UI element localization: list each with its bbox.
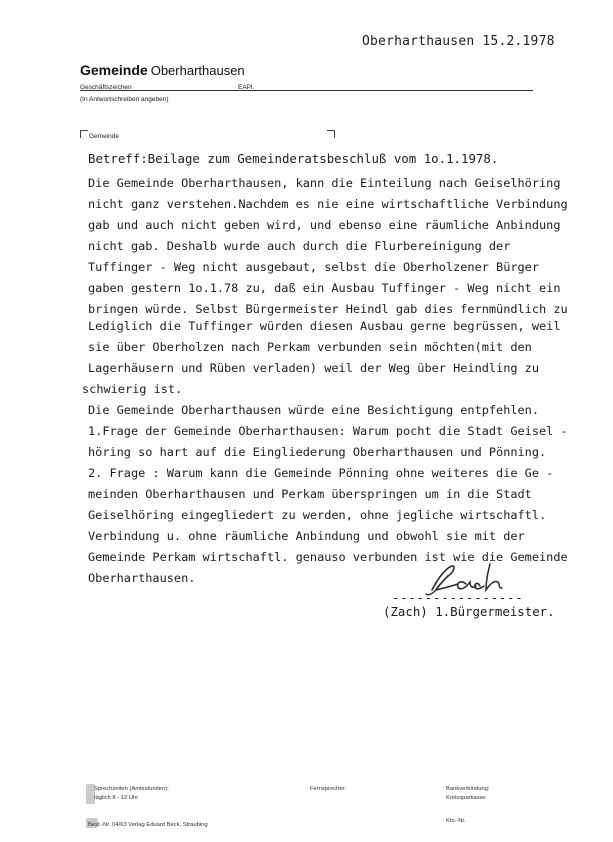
text-line: höring so hart auf die Eingliederung Oberharthausen und Pönning. <box>88 445 547 459</box>
text-line: gab und auch nicht geben wird, und ebenso eine räumliche Anbindung <box>88 218 561 232</box>
phone-label: Fernsprecher: <box>310 786 347 792</box>
letter-date: Oberharthausen 15.2.1978 <box>362 34 555 49</box>
text-line: Die Gemeinde Oberharthausen, kann die Einteilung nach Geiselhöring <box>88 176 561 190</box>
subject-line: Betreff:Beilage zum Gemeinderatsbeschluß vom 1o.1.1978. <box>88 151 499 166</box>
text-line: Geiselhöring eingegliedert zu werden, ohne jegliche wirtschaftl. <box>88 508 547 522</box>
text-line: Die Gemeinde Oberharthausen würde eine Besichtigung entpfehlen. <box>88 403 540 417</box>
text-line: Lagerhäusern und Rüben verladen) weil der Weg über Heindling zu <box>88 361 540 375</box>
address-field-corner-right <box>327 130 335 138</box>
bank-label: Bankverbindung: <box>446 786 490 792</box>
header-divider <box>80 90 533 91</box>
text-line: 1.Frage der Gemeinde Oberharthausen: Warum pocht die Stadt Geisel - <box>88 424 568 438</box>
text-line: nicht ganz verstehen.Nachdem es nie eine wirtschaftliche Verbindung <box>88 197 568 211</box>
address-field-corner-left <box>80 130 88 138</box>
office-hours-label: Sprechzeiten (Amtsstunden): <box>94 786 169 792</box>
letterhead-place: Oberharthausen <box>150 63 245 78</box>
signature-dashes: ---------------- <box>392 591 524 605</box>
text-line: meinden Oberharthausen und Perkam überspringen um in die Stadt <box>88 487 532 501</box>
text-line: sie über Oberholzen nach Perkam verbunden sein möchten(mit den <box>88 340 532 354</box>
signature-name: (Zach) 1.Bürgermeister. <box>383 604 555 619</box>
text-line: Tuffinger - Weg nicht ausgebaut, selbst die Oberholzener Bürger <box>88 260 540 274</box>
bank-value: Kreissparkasse <box>446 795 486 801</box>
address-field-label: Gemeinde <box>89 133 119 140</box>
text-line: schwierig ist. <box>82 382 183 396</box>
office-hours-value: täglich 8 - 12 Uhr <box>94 795 139 801</box>
text-line: bringen würde. Selbst Bürgermeister Heindl gab dies fernmündlich zu <box>88 302 568 316</box>
geschaeftszeichen-note: (In Antwortschreiben angeben) <box>80 96 169 103</box>
text-line: Verbindung u. ohne räumliche Anbindung und obwohl sie mit der <box>88 529 525 543</box>
account-label: Kto.-Nr. <box>446 818 466 824</box>
letterhead <box>80 62 245 78</box>
geschaeftszeichen-label: Geschäftszeichen <box>80 84 132 91</box>
text-line: Oberharthausen. <box>88 571 196 585</box>
paragraph-1 <box>88 173 588 320</box>
text-line: gaben gestern 1o.1.78 zu, daß ein Ausbau Tuffinger - Weg nicht ein <box>88 281 561 295</box>
text-line: Lediglich die Tuffinger würden diesen Ausbau gerne begrüssen, weil <box>88 319 561 333</box>
letterhead-gemeinde: Gemeinde <box>80 62 148 78</box>
text-line: nicht gab. Deshalb wurde auch durch die Flurbereinigung der <box>88 239 511 253</box>
publisher-line: Best.-Nr. 04/63 Verlag Eduard Beck, Straubing <box>88 822 208 828</box>
text-line: Gemeinde Perkam wirtschaftl. genauso verbunden ist wie die Gemeinde <box>88 550 568 564</box>
text-line: 2. Frage : Warum kann die Gemeinde Pönning ohne weiteres die Ge - <box>88 466 554 480</box>
paragraph-2 <box>82 316 568 589</box>
eapl-label: EAPl. <box>238 84 255 91</box>
